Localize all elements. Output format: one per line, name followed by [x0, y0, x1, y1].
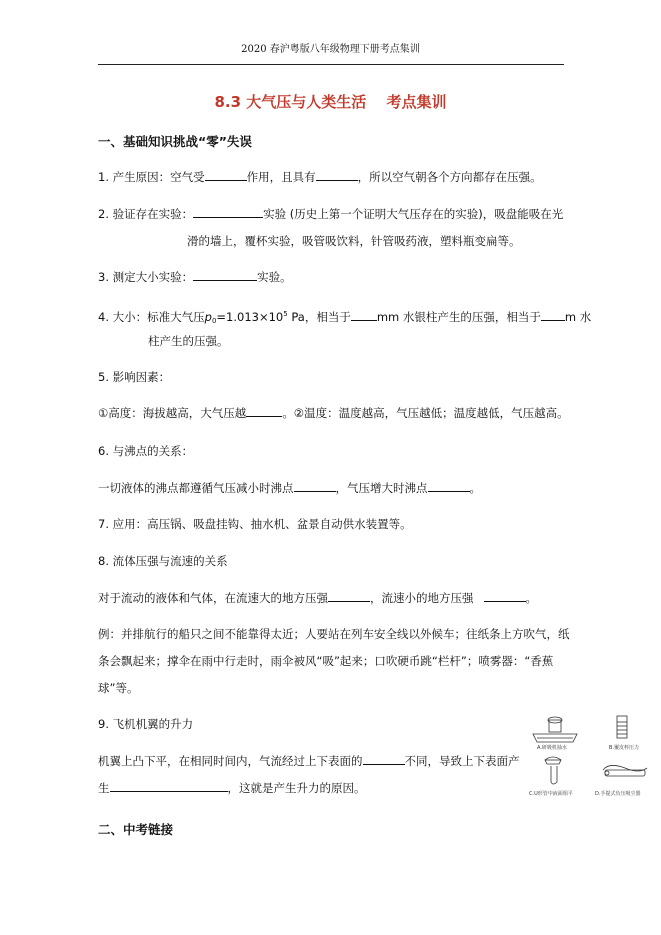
q9-text-c: 不同，导致上下表面产 [404, 754, 520, 768]
q4-text-a: 4. 大小：标准大气压 [98, 310, 205, 324]
q2-continued: 滑的墙上，覆杯实验，吸管吸饮料，针管吸药液，塑料瓶变扁等。 [187, 234, 521, 248]
q3-blank-1 [193, 269, 257, 281]
q6-text-b: 一切液体的沸点都遵循气压减小时沸点 [98, 481, 294, 495]
figure-b-caption: B.覆皮杯压力 [609, 745, 640, 751]
q9-text-e: ，这就是产生升力的原因。 [227, 781, 366, 795]
question-1 [98, 169, 542, 185]
section-2-heading: 二、中考链接 [98, 822, 174, 837]
q8-detail [98, 590, 537, 606]
page-header: 2020 春沪粤版八年级物理下册考点集训 [241, 44, 420, 55]
q8-example-line-3: 球”等。 [98, 681, 139, 695]
header-rule [98, 64, 564, 65]
question-3 [98, 269, 292, 285]
q4-text-c: Pa，相当于 [287, 310, 351, 324]
figure-c-drawing [545, 757, 561, 784]
q6-detail [98, 480, 481, 496]
question-2 [98, 206, 563, 222]
question-8: 8. 流体压强与流速的关系 [98, 554, 228, 568]
question-6: 6. 与沸点的关系： [98, 444, 194, 458]
q8-blank-1 [328, 590, 370, 602]
q4-blank-2 [541, 309, 565, 321]
q5-text-c: 。②温度：温度越高，气压越低；温度越低，气压越高。 [282, 406, 569, 420]
q8-blank-2 [484, 590, 526, 602]
figures-drawing [525, 714, 653, 800]
q9-detail [98, 753, 520, 769]
q9-blank-1 [363, 753, 405, 765]
q4-blank-1 [351, 309, 377, 321]
q8-text-b: 对于流动的液体和气体，在流速大的地方压强 [98, 591, 328, 605]
figure-d-drawing [603, 765, 647, 776]
q6-blank-2 [428, 480, 470, 492]
question-4 [98, 306, 591, 329]
q8-text-d: 。 [525, 591, 537, 605]
q2-text-a: 2. 验证存在实验： [98, 207, 194, 221]
q8-text-c: ，流速小的地方压强 [370, 591, 474, 605]
q4-p-subscript: 0 [211, 317, 217, 325]
q5-text-b: ①高度：海拔越高，大气压越 [98, 406, 247, 420]
question-9: 9. 飞机机翼的升力 [98, 717, 194, 731]
q5-detail [98, 405, 569, 421]
q1-blank-2 [316, 169, 358, 181]
experiment-figures [525, 714, 653, 800]
figure-d-caption: D.手提式负压吸尘器 [595, 791, 641, 797]
section-1-heading: 一、基础知识挑战“零”失误 [98, 134, 252, 149]
q1-text-a: 1. 产生原因：空气受 [98, 170, 205, 184]
q4-text-e: m 水 [564, 310, 592, 324]
q1-text-c: ，所以空气朝各个方向都存在压强。 [357, 170, 542, 184]
q1-text-b: 作用，且具有 [246, 170, 316, 184]
q4-text-b: =1.013×10 [216, 310, 284, 324]
figure-c-caption: C.U形管中液面相平 [529, 791, 573, 797]
question-5: 5. 影响因素： [98, 370, 171, 384]
q9-detail-2 [98, 780, 366, 796]
q4-text-d: mm 水银柱产生的压强，相当于 [376, 310, 541, 324]
q3-text-b: 实验。 [257, 270, 292, 284]
figure-b-drawing [617, 716, 627, 738]
q2-text-b: 实验 (历史上第一个证明大气压存在的实验)，吸盘能吸在光 [263, 207, 564, 221]
q4-continued: 柱产生的压强。 [148, 334, 229, 348]
q9-text-d: 生 [98, 781, 110, 795]
figure-a-caption: A.研吸机抽水 [537, 745, 567, 751]
q6-text-c: ，气压增大时沸点 [335, 481, 428, 495]
q9-blank-2 [110, 780, 228, 792]
q8-example-line-2: 条会飘起来；撑伞在雨中行走时，雨伞被风“吸”起来；口吹硬币跳“栏杆”；喷雾器：“香蕉 [98, 654, 554, 668]
q6-text-d: 。 [469, 481, 481, 495]
q9-text-b: 机翼上凸下平，在相同时间内，气流经过上下表面的 [98, 754, 363, 768]
q4-superscript: 5 [283, 310, 288, 318]
q6-blank-1 [294, 480, 336, 492]
q1-blank-1 [205, 169, 247, 181]
q2-blank-1 [193, 206, 263, 218]
q5-blank-1 [246, 405, 282, 417]
page-title: 8.3 大气压与人类生活 考点集训 [214, 93, 447, 111]
q3-text-a: 3. 测定大小实验： [98, 270, 194, 284]
q4-p-symbol: p [204, 310, 212, 324]
question-7: 7. 应用：高压锅、吸盘挂钩、抽水机、盆景自动供水装置等。 [98, 517, 412, 531]
figure-a-drawing [533, 717, 577, 742]
q8-example-line-1: 例：并排航行的船只之间不能靠得太近；人要站在列车安全线以外候车；往纸条上方吹气，纸 [98, 627, 570, 641]
